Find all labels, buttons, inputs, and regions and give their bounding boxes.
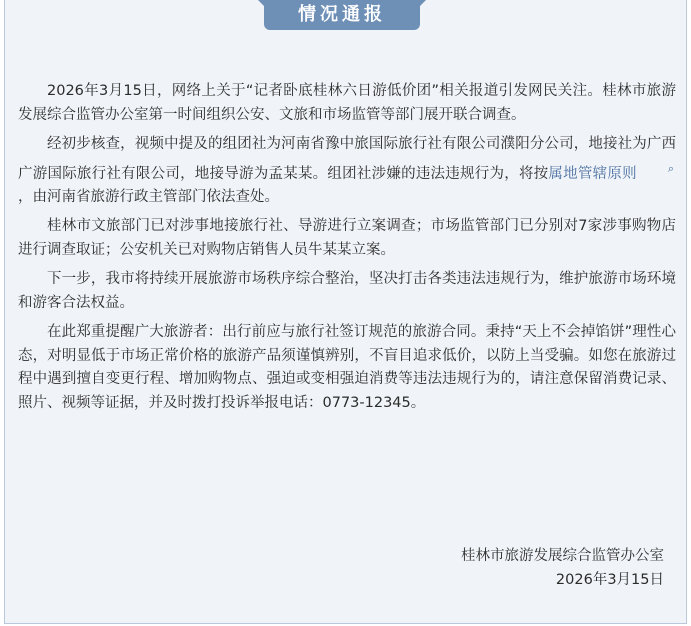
signature-date: 2026年3月15日 (555, 572, 664, 588)
search-icon[interactable]: ⌕ (667, 161, 674, 175)
notice-panel (4, 0, 687, 624)
signature-block (461, 544, 664, 592)
paragraph-3: 桂林市文旅部门已对涉事地接旅行社、导游进行立案调查；市场监管部门已分别对7家涉事购物店进行调查取证；公安机关已对购物店销售人员牛某某立案。 (18, 218, 676, 258)
paragraph-4: 下一步，我市将持续开展旅游市场秩序综合整治，坚决打击各类违法违规行为，维护旅游市场环境和游客合法权益。 (18, 271, 676, 311)
paragraph-1: 2026年3月15日，网络上关于“记者卧底桂林六日游低价团”相关报道引发网民关注。桂林市旅游发展综合监管办公室第一时间组织公安、文旅和市场监管等部门展开联合调查。 (18, 83, 676, 123)
notice-body (18, 80, 676, 421)
paragraph-2-text-before: 经初步核查，视频中提及的组团社为河南省豫中旅国际旅行社有限公司濮阳分公司，地接社为广西广游国际旅行社有限公司，地接导游为孟某某。组团社涉嫌的违法违规行为，将按 (18, 136, 676, 182)
paragraph-5: 在此郑重提醒广大旅游者：出行前应与旅行社签订规范的旅游合同。秉持“天上不会掉馅饼”理性心态，对明显低于市场正常价格的旅游产品须谨慎辨别，不盲目追求低价，以防上当受骗。如您在旅游过程中遇到擅自变更行程、增加购物点、强迫或变相强迫消费等违法违规行为的，请注意保留消费记录、照片、视频等证据，并及时拨打投诉举报电话：0773-12345。 (18, 324, 676, 411)
paragraph-2 (18, 133, 676, 209)
notice-title: 情况通报 (264, 0, 420, 30)
paragraph-2-text-after: ，由河南省旅游行政主管部门依法查处。 (18, 188, 279, 205)
signature-org: 桂林市旅游发展综合监管办公室 (461, 548, 664, 564)
jurisdiction-principle-link[interactable]: 属地管辖原则 (548, 165, 637, 182)
